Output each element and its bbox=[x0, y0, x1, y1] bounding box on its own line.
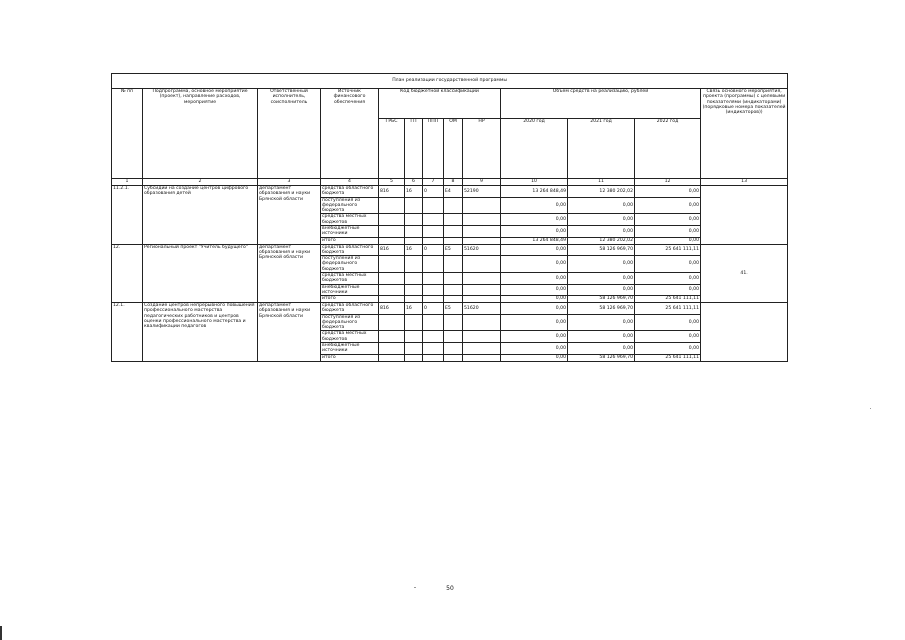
amount-2021: 0,00 bbox=[568, 214, 635, 226]
total-2022: 25 641 111,11 bbox=[635, 296, 701, 303]
header-executor: Ответственный исполнитель, соисполнитель bbox=[258, 89, 321, 179]
funding-source: внебюджетные источники bbox=[321, 284, 379, 296]
budget-code-cell bbox=[423, 331, 444, 343]
table-row bbox=[112, 244, 788, 256]
budget-code-cell bbox=[379, 284, 405, 296]
budget-code-cell bbox=[379, 237, 405, 244]
header-code-ppp: ППП bbox=[423, 119, 444, 179]
budget-code-cell: E5 bbox=[444, 303, 463, 315]
row-number: 11.2.1. bbox=[112, 186, 143, 245]
budget-code-cell bbox=[444, 237, 463, 244]
amount-2020: 0,00 bbox=[501, 244, 568, 256]
budget-code-cell bbox=[405, 284, 423, 296]
budget-code-cell: 0 bbox=[423, 186, 444, 198]
amount-2022: 0,00 bbox=[635, 314, 701, 331]
budget-code-cell bbox=[405, 343, 423, 355]
header-code-gp: ГП bbox=[405, 119, 423, 179]
budget-code-cell: 16 bbox=[405, 244, 423, 256]
budget-code-cell bbox=[423, 256, 444, 273]
budget-code-cell bbox=[423, 296, 444, 303]
budget-code-cell bbox=[423, 314, 444, 331]
budget-code-cell bbox=[463, 343, 501, 355]
total-label: итого bbox=[321, 354, 379, 361]
column-number: 13 bbox=[701, 179, 788, 186]
funding-source: поступления из федерального бюджета bbox=[321, 314, 379, 331]
amount-2022: 0,00 bbox=[635, 284, 701, 296]
header-year-2020: 2020 год bbox=[501, 119, 568, 179]
amount-2022: 0,00 bbox=[635, 225, 701, 237]
total-2020: 0,00 bbox=[501, 354, 568, 361]
budget-code-cell bbox=[423, 225, 444, 237]
table-row bbox=[112, 186, 788, 198]
budget-code-cell: 16 bbox=[405, 303, 423, 315]
program-plan-table bbox=[111, 73, 788, 362]
amount-2022: 0,00 bbox=[635, 272, 701, 284]
budget-code-cell bbox=[405, 256, 423, 273]
budget-code-cell: 52190 bbox=[463, 186, 501, 198]
scan-speck bbox=[414, 587, 416, 588]
amount-2022: 0,00 bbox=[635, 197, 701, 214]
amount-2020: 13 264 848,49 bbox=[501, 186, 568, 198]
column-number: 2 bbox=[143, 179, 258, 186]
page-number: 50 bbox=[446, 585, 454, 592]
table-row bbox=[112, 303, 788, 315]
column-number-row bbox=[112, 179, 788, 186]
activity-name: Субсидии на создание центров цифрового образования детей bbox=[143, 186, 258, 245]
funding-source: средства областного бюджета bbox=[321, 186, 379, 198]
responsible-executor: департамент образования и науки Брянской области bbox=[258, 186, 321, 245]
total-2021: 12 380 202,02 bbox=[568, 237, 635, 244]
budget-code-cell bbox=[405, 354, 423, 361]
column-number: 11 bbox=[568, 179, 635, 186]
budget-code-cell bbox=[463, 237, 501, 244]
total-label: итого bbox=[321, 296, 379, 303]
amount-2020: 0,00 bbox=[501, 214, 568, 226]
indicator-link bbox=[701, 303, 788, 362]
budget-code-cell bbox=[405, 331, 423, 343]
total-2020: 13 264 848,49 bbox=[501, 237, 568, 244]
funding-source: средства местных бюджетов bbox=[321, 272, 379, 284]
amount-2021: 58 126 969,70 bbox=[568, 303, 635, 315]
budget-code-cell bbox=[463, 354, 501, 361]
indicator-link bbox=[701, 186, 788, 245]
budget-code-cell bbox=[405, 296, 423, 303]
budget-code-cell bbox=[444, 331, 463, 343]
amount-2021: 0,00 bbox=[568, 314, 635, 331]
header-code-om: ОМ bbox=[444, 119, 463, 179]
budget-code-cell: 816 bbox=[379, 303, 405, 315]
amount-2021: 0,00 bbox=[568, 272, 635, 284]
header-budget-code: Код бюджетной классификации bbox=[379, 89, 501, 119]
amount-2021: 0,00 bbox=[568, 343, 635, 355]
budget-code-cell bbox=[463, 284, 501, 296]
budget-code-cell bbox=[423, 214, 444, 226]
activity-name: Создание центров непрерывного повышения профессионального мастерства педагогических работников и центров оценки профессионального мастерства и квалификации педагогов bbox=[143, 303, 258, 362]
amount-2021: 0,00 bbox=[568, 331, 635, 343]
budget-code-cell bbox=[444, 314, 463, 331]
amount-2020: 0,00 bbox=[501, 303, 568, 315]
table-title: План реализации государственной программы bbox=[112, 74, 788, 89]
budget-code-cell bbox=[405, 237, 423, 244]
column-number: 5 bbox=[379, 179, 405, 186]
budget-code-cell: 816 bbox=[379, 186, 405, 198]
budget-code-cell bbox=[444, 284, 463, 296]
column-number: 12 bbox=[635, 179, 701, 186]
budget-code-cell bbox=[463, 256, 501, 273]
budget-code-cell bbox=[444, 354, 463, 361]
budget-code-cell bbox=[405, 214, 423, 226]
budget-code-cell: E4 bbox=[444, 186, 463, 198]
budget-code-cell bbox=[444, 296, 463, 303]
column-number: 10 bbox=[501, 179, 568, 186]
funding-source: средства местных бюджетов bbox=[321, 214, 379, 226]
budget-code-cell bbox=[444, 256, 463, 273]
budget-code-cell bbox=[379, 331, 405, 343]
total-label: итого bbox=[321, 237, 379, 244]
responsible-executor: департамент образования и науки Брянской области bbox=[258, 244, 321, 303]
budget-code-cell bbox=[444, 343, 463, 355]
budget-code-cell: 0 bbox=[423, 244, 444, 256]
row-number: 12. bbox=[112, 244, 143, 303]
amount-2020: 0,00 bbox=[501, 272, 568, 284]
budget-code-cell: E5 bbox=[444, 244, 463, 256]
budget-code-cell bbox=[379, 343, 405, 355]
amount-2020: 0,00 bbox=[501, 343, 568, 355]
budget-code-cell bbox=[423, 272, 444, 284]
budget-code-cell: 51620 bbox=[463, 244, 501, 256]
amount-2022: 25 641 111,11 bbox=[635, 244, 701, 256]
funding-source: поступления из федерального бюджета bbox=[321, 256, 379, 273]
budget-code-cell bbox=[463, 272, 501, 284]
scan-edge-mark bbox=[0, 626, 2, 640]
total-2020: 0,00 bbox=[501, 296, 568, 303]
responsible-executor: департамент образования и науки Брянской области bbox=[258, 303, 321, 362]
budget-code-cell: 0 bbox=[423, 303, 444, 315]
column-number: 6 bbox=[405, 179, 423, 186]
column-number: 7 bbox=[423, 179, 444, 186]
indicator-link: 41. bbox=[701, 244, 788, 303]
budget-code-cell bbox=[463, 314, 501, 331]
budget-code-cell bbox=[379, 354, 405, 361]
header-year-2021: 2021 год bbox=[568, 119, 635, 179]
header-link: Связь основного мероприятия, проекта (программы) с целевыми показателями (индикаторами) (порядковые номера показателей (индикаторов)) bbox=[701, 89, 788, 179]
amount-2021: 0,00 bbox=[568, 284, 635, 296]
header-year-2022: 2022 год bbox=[635, 119, 701, 179]
header-volume: Объём средств на реализацию, рублей bbox=[501, 89, 701, 119]
amount-2022: 0,00 bbox=[635, 186, 701, 198]
column-number: 8 bbox=[444, 179, 463, 186]
amount-2020: 0,00 bbox=[501, 314, 568, 331]
funding-source: средства областного бюджета bbox=[321, 244, 379, 256]
scan-speck bbox=[870, 408, 871, 409]
budget-code-cell bbox=[405, 272, 423, 284]
amount-2022: 25 641 111,11 bbox=[635, 303, 701, 315]
funding-source: средства местных бюджетов bbox=[321, 331, 379, 343]
total-2021: 58 126 969,70 bbox=[568, 354, 635, 361]
budget-code-cell bbox=[463, 214, 501, 226]
amount-2022: 0,00 bbox=[635, 343, 701, 355]
budget-code-cell bbox=[379, 214, 405, 226]
amount-2020: 0,00 bbox=[501, 331, 568, 343]
budget-code-cell bbox=[423, 197, 444, 214]
budget-code-cell bbox=[444, 214, 463, 226]
budget-code-cell bbox=[405, 225, 423, 237]
budget-code-cell: 16 bbox=[405, 186, 423, 198]
amount-2022: 0,00 bbox=[635, 214, 701, 226]
budget-code-cell bbox=[423, 354, 444, 361]
column-number: 3 bbox=[258, 179, 321, 186]
budget-code-cell bbox=[379, 197, 405, 214]
column-number: 1 bbox=[112, 179, 143, 186]
amount-2021: 0,00 bbox=[568, 256, 635, 273]
funding-source: поступления из федерального бюджета bbox=[321, 197, 379, 214]
total-2022: 0,00 bbox=[635, 237, 701, 244]
header-source: Источник финансового обеспечения bbox=[321, 89, 379, 179]
amount-2022: 0,00 bbox=[635, 256, 701, 273]
amount-2020: 0,00 bbox=[501, 197, 568, 214]
budget-code-cell bbox=[444, 272, 463, 284]
header-num: № пп bbox=[112, 89, 143, 179]
column-number: 4 bbox=[321, 179, 379, 186]
budget-code-cell bbox=[444, 225, 463, 237]
budget-code-cell bbox=[423, 284, 444, 296]
amount-2022: 0,00 bbox=[635, 331, 701, 343]
header-code-grbs: ГРБС bbox=[379, 119, 405, 179]
budget-code-cell bbox=[463, 296, 501, 303]
amount-2020: 0,00 bbox=[501, 225, 568, 237]
header-code-nr: НР bbox=[463, 119, 501, 179]
budget-code-cell bbox=[405, 197, 423, 214]
budget-code-cell bbox=[379, 314, 405, 331]
activity-name: Региональный проект "Учитель будущего" bbox=[143, 244, 258, 303]
budget-code-cell bbox=[379, 256, 405, 273]
amount-2021: 58 126 969,70 bbox=[568, 244, 635, 256]
total-2022: 25 641 111,11 bbox=[635, 354, 701, 361]
budget-code-cell bbox=[423, 343, 444, 355]
budget-code-cell bbox=[444, 197, 463, 214]
column-number: 9 bbox=[463, 179, 501, 186]
funding-source: внебюджетные источники bbox=[321, 225, 379, 237]
budget-code-cell bbox=[463, 197, 501, 214]
budget-code-cell: 51620 bbox=[463, 303, 501, 315]
budget-code-cell bbox=[463, 225, 501, 237]
row-number: 12.1. bbox=[112, 303, 143, 362]
header-subprogram: Подпрограмма, основное мероприятие (проект), направление расходов, мероприятие bbox=[143, 89, 258, 179]
budget-code-cell bbox=[379, 272, 405, 284]
amount-2021: 0,00 bbox=[568, 197, 635, 214]
amount-2021: 0,00 bbox=[568, 225, 635, 237]
funding-source: внебюджетные источники bbox=[321, 343, 379, 355]
budget-code-cell bbox=[379, 296, 405, 303]
budget-code-cell bbox=[463, 331, 501, 343]
funding-source: средства областного бюджета bbox=[321, 303, 379, 315]
budget-code-cell bbox=[379, 225, 405, 237]
budget-code-cell: 816 bbox=[379, 244, 405, 256]
budget-code-cell bbox=[405, 314, 423, 331]
budget-code-cell bbox=[423, 237, 444, 244]
total-2021: 58 126 969,70 bbox=[568, 296, 635, 303]
amount-2020: 0,00 bbox=[501, 284, 568, 296]
amount-2020: 0,00 bbox=[501, 256, 568, 273]
amount-2021: 12 380 202,02 bbox=[568, 186, 635, 198]
